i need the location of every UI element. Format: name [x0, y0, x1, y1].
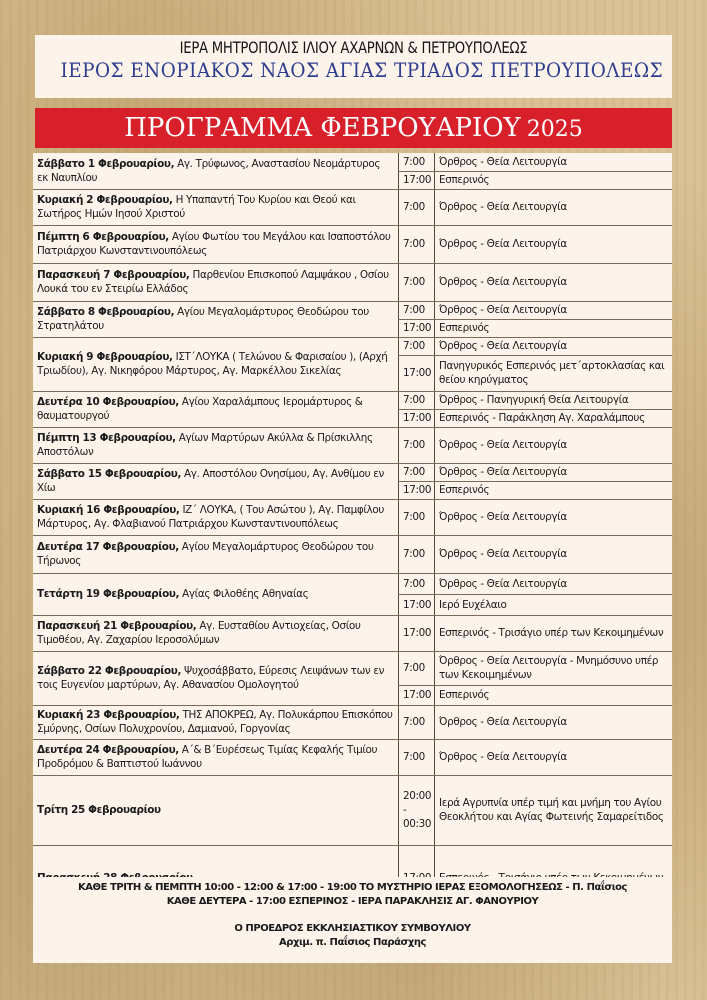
- service-time: 20:00 - 00:30: [399, 775, 435, 845]
- saints-label: Αγίου Μεγαλομάρτυρος Θεοδώρου του Στρατηλάτου: [37, 306, 369, 332]
- service-event: Ιερό Ευχέλαιο: [435, 594, 673, 615]
- service-event: Εσπερινός - Παράκληση Αγ. Χαραλάμπους: [435, 409, 673, 427]
- saints-label: Α΄& Β΄Ευρέσεως Τιμίας Κεφαλής Τιμίου Προδρόμου & Βαπτιστού Ιωάννου: [37, 744, 378, 770]
- service-time: 7:00: [399, 337, 435, 355]
- day-label: Τρίτη 25 Φεβρουαρίου: [37, 804, 161, 816]
- service-time: 7:00: [399, 651, 435, 685]
- schedule-row: [33, 263, 672, 301]
- schedule-row: [33, 535, 672, 573]
- saints-label: ΙΣΤ΄ΛΟΥΚΑ ( Τελώνου & Φαρισαίου ), (Αρχή Τριωδίου), Αγ. Νικηφόρου Μάρτυρος, Αγ. Μαρκέλλου Σικελίας: [37, 351, 388, 377]
- schedule-row: [33, 573, 672, 594]
- service-time: 7:00: [399, 263, 435, 301]
- day-description: [33, 263, 399, 301]
- schedule-row: [33, 225, 672, 263]
- service-event: Όρθρος - Θεία Λειτουργία: [435, 301, 673, 319]
- service-time: 7:00: [399, 189, 435, 225]
- service-event: Όρθρος - Θεία Λειτουργία: [435, 535, 673, 573]
- schedule-row: [33, 153, 672, 171]
- saints-label: ΤΗΣ ΑΠΟΚΡΕΩ, Αγ. Πολυκάρπου Επισκόπου Σμύρνης, Οσίων Πολυχρονίου, Δαμιανού, Γοργονίας: [37, 709, 393, 735]
- day-label: Τετάρτη 19 Φεβρουαρίου,: [37, 588, 180, 600]
- day-label: Σάββατο 8 Φεβρουαρίου,: [37, 306, 175, 318]
- service-event: Όρθρος - Θεία Λειτουργία: [435, 463, 673, 481]
- schedule-row: [33, 463, 672, 481]
- schedule-row: [33, 775, 672, 845]
- service-event: Όρθρος - Θεία Λειτουργία: [435, 739, 673, 775]
- service-time: 17:00: [399, 615, 435, 651]
- schedule-row: [33, 427, 672, 463]
- footer-box: [33, 877, 672, 963]
- service-time: 7:00: [399, 391, 435, 409]
- day-description: [33, 651, 399, 705]
- saints-label: Παρθενίου Επισκοπού Λαμψάκου , Οσίου Λουκά του εν Στειρίω Ελλάδος: [37, 269, 389, 295]
- schedule-row: [33, 301, 672, 319]
- day-description: [33, 391, 399, 427]
- schedule-row: [33, 705, 672, 739]
- service-event: Όρθρος - Θεία Λειτουργία: [435, 153, 673, 171]
- service-time: 7:00: [399, 427, 435, 463]
- day-label: Πέμπτη 13 Φεβρουαρίου,: [37, 432, 176, 444]
- saints-label: Αγίου Χαραλάμπους Ιερομάρτυρος & θαυματουργού: [37, 396, 363, 422]
- service-event: Εσπερινός: [435, 685, 673, 705]
- schedule-row: [33, 615, 672, 651]
- service-time: 17:00: [399, 355, 435, 391]
- service-event: Όρθρος - Θεία Λειτουργία: [435, 499, 673, 535]
- service-time: 7:00: [399, 739, 435, 775]
- day-description: [33, 427, 399, 463]
- service-time: 17:00: [399, 481, 435, 499]
- day-label: Δευτέρα 10 Φεβρουαρίου,: [37, 396, 179, 408]
- saints-label: Αγίου Φωτίου του Μεγάλου και Ισαποστόλου Πατριάρχου Κωνσταντινουπόλεως: [37, 231, 391, 257]
- schedule-row: [33, 499, 672, 535]
- saints-label: Ψυχοσάββατο, Εύρεσις Λειψάνων των εν τοις Ευγενίου μαρτύρων, Αγ. Αθανασίου Ομολογητού: [37, 665, 385, 691]
- day-label: Δευτέρα 24 Φεβρουαρίου,: [37, 744, 179, 756]
- service-time: 7:00: [399, 463, 435, 481]
- service-time: 17:00: [399, 319, 435, 337]
- schedule-table: [33, 153, 672, 912]
- confession-note: ΚΑΘΕ ΤΡΙΤΗ & ΠΕΜΠΤΗ 10:00 - 12:00 & 17:00 - 19:00 ΤΟ ΜΥΣΤΗΡΙΟ ΙΕΡΑΣ ΕΞΟΜΟΛΟΓΗΣΕΩΣ - Π. Παΐσιος: [77, 882, 628, 893]
- service-time: 7:00: [399, 705, 435, 739]
- day-label: Κυριακή 2 Φεβρουαρίου,: [37, 194, 173, 206]
- saints-label: Η Υπαπαντή Του Κυρίου και Θεού και Σωτήρος Ημών Ιησού Χριστού: [37, 194, 356, 220]
- signature-name: Αρχιμ. π. Παΐσιος Παράσχης: [278, 937, 427, 948]
- monday-note: ΚΑΘΕ ΔΕΥΤΕΡΑ - 17:00 ΕΣΠΕΡΙΝΟΣ - ΙΕΡΑ ΠΑΡΑΚΛΗΣΙΣ ΑΓ. ΦΑΝΟΥΡΙΟΥ: [166, 896, 539, 907]
- day-label: Σάββατο 15 Φεβρουαρίου,: [37, 468, 182, 480]
- saints-label: Αγ. Ευσταθίου Αντιοχείας, Οσίου Τιμοθέου, Αγ. Ζαχαρίου Ιεροσολύμων: [37, 620, 361, 646]
- metropolis-title: ΙΕΡΑ ΜΗΤΡΟΠΟΛΙΣ ΙΛΙΟΥ ΑΧΑΡΝΩΝ & ΠΕΤΡΟΥΠΟΛΕΩΣ: [179, 38, 528, 57]
- schedule-row: [33, 391, 672, 409]
- day-label: Σάββατο 1 Φεβρουαρίου,: [37, 157, 175, 170]
- day-label: Κυριακή 16 Φεβρουαρίου,: [37, 504, 180, 516]
- day-label: Πέμπτη 6 Φεβρουαρίου,: [37, 231, 169, 243]
- day-description: [33, 573, 399, 615]
- church-title: ΙΕΡΟΣ ΕΝΟΡΙΑΚΟΣ ΝΑΟΣ ΑΓΙΑΣ ΤΡΙΑΔΟΣ ΠΕΤΡΟΥΠΟΛΕΩΣ: [60, 58, 664, 82]
- day-description: [33, 301, 399, 337]
- saints-label: Αγ. Τρύφωνος, Αναστασίου Νεομάρτυρος εκ Ναυπλίου: [37, 157, 381, 184]
- day-label: Παρασκευή 21 Φεβρουαρίου,: [37, 620, 197, 632]
- schedule-row: [33, 739, 672, 775]
- service-event: Όρθρος - Θεία Λειτουργία: [435, 189, 673, 225]
- day-label: Σάββατο 22 Φεβρουαρίου,: [37, 665, 182, 677]
- day-description: [33, 337, 399, 391]
- header-box: [35, 35, 672, 98]
- service-time: 17:00: [399, 409, 435, 427]
- service-event: Όρθρος - Θεία Λειτουργία: [435, 705, 673, 739]
- saints-label: ΙΖ΄ ΛΟΥΚΑ, ( Του Ασώτου ), Αγ. Παμφίλου Μάρτυρος, Αγ. Φλαβιανού Πατριάρχου Κωνσταντινουπόλεως: [37, 504, 385, 530]
- signature-title: Ο ΠΡΟΕΔΡΟΣ ΕΚΚΛΗΣΙΑΣΤΙΚΟΥ ΣΥΜΒΟΥΛΙΟΥ: [234, 923, 471, 934]
- saints-label: Αγίας Φιλοθέης Αθηναίας: [179, 588, 309, 600]
- day-label: Κυριακή 23 Φεβρουαρίου,: [37, 709, 180, 721]
- day-description: [33, 535, 399, 573]
- service-time: 17:00: [399, 594, 435, 615]
- saints-label: Αγίων Μαρτύρων Ακύλλα & Πρίσκιλλης Αποστόλων: [37, 432, 373, 458]
- service-event: Πανηγυρικός Εσπερινός μετ΄αρτοκλασίας και θείου κηρύγματος: [435, 355, 673, 391]
- service-time: 7:00: [399, 535, 435, 573]
- day-description: [33, 739, 399, 775]
- saints-label: Αγίου Μεγαλομάρτυρος Θεοδώρου του Τήρωνος: [37, 541, 374, 567]
- service-time: 7:00: [399, 225, 435, 263]
- service-event: Όρθρος - Θεία Λειτουργία: [435, 225, 673, 263]
- service-time: 7:00: [399, 499, 435, 535]
- day-description: [33, 153, 399, 189]
- service-event: Εσπερινός - Τρισάγιο υπέρ των Κεκοιμημένων: [435, 615, 673, 651]
- day-description: [33, 615, 399, 651]
- service-time: 7:00: [399, 153, 435, 171]
- day-description: [33, 189, 399, 225]
- day-label: Παρασκευή 7 Φεβρουαρίου,: [37, 269, 190, 281]
- program-banner: [35, 108, 672, 148]
- service-event: Όρθρος - Θεία Λειτουργία: [435, 263, 673, 301]
- service-event: Ιερά Αγρυπνία υπέρ τιμή και μνήμη του Αγίου Θεοκλήτου και Αγίας Φωτεινής Σαμαρείτιδος: [435, 775, 673, 845]
- service-time: 7:00: [399, 573, 435, 594]
- day-description: [33, 705, 399, 739]
- service-time: 17:00: [399, 685, 435, 705]
- banner-title: ΠΡΟΓΡΑΜΜΑ ΦΕΒΡΟΥΑΡΙΟΥ: [124, 113, 521, 143]
- service-event: Εσπερινός: [435, 481, 673, 499]
- schedule-body: [33, 153, 672, 911]
- day-description: [33, 499, 399, 535]
- service-event: Εσπερινός: [435, 171, 673, 189]
- service-event: Όρθρος - Θεία Λειτουργία - Μνημόσυνο υπέρ των Κεκοιμημένων: [435, 651, 673, 685]
- saints-label: Αγ. Αποστόλου Ονησίμου, Αγ. Ανθίμου εν Χίω: [37, 468, 384, 494]
- schedule-row: [33, 651, 672, 685]
- day-description: [33, 775, 399, 845]
- service-time: 17:00: [399, 171, 435, 189]
- day-description: [33, 463, 399, 499]
- schedule-row: [33, 189, 672, 225]
- service-time: 7:00: [399, 301, 435, 319]
- banner-year: 2025: [526, 117, 583, 142]
- service-event: Όρθρος - Θεία Λειτουργία: [435, 573, 673, 594]
- day-label: Κυριακή 9 Φεβρουαρίου,: [37, 351, 173, 363]
- schedule-row: [33, 337, 672, 355]
- day-label: Δευτέρα 17 Φεβρουαρίου,: [37, 541, 179, 553]
- service-event: Όρθρος - Πανηγυρική Θεία Λειτουργία: [435, 391, 673, 409]
- service-event: Εσπερινός: [435, 319, 673, 337]
- service-event: Όρθρος - Θεία Λειτουργία: [435, 427, 673, 463]
- day-description: [33, 225, 399, 263]
- service-event: Όρθρος - Θεία Λειτουργία: [435, 337, 673, 355]
